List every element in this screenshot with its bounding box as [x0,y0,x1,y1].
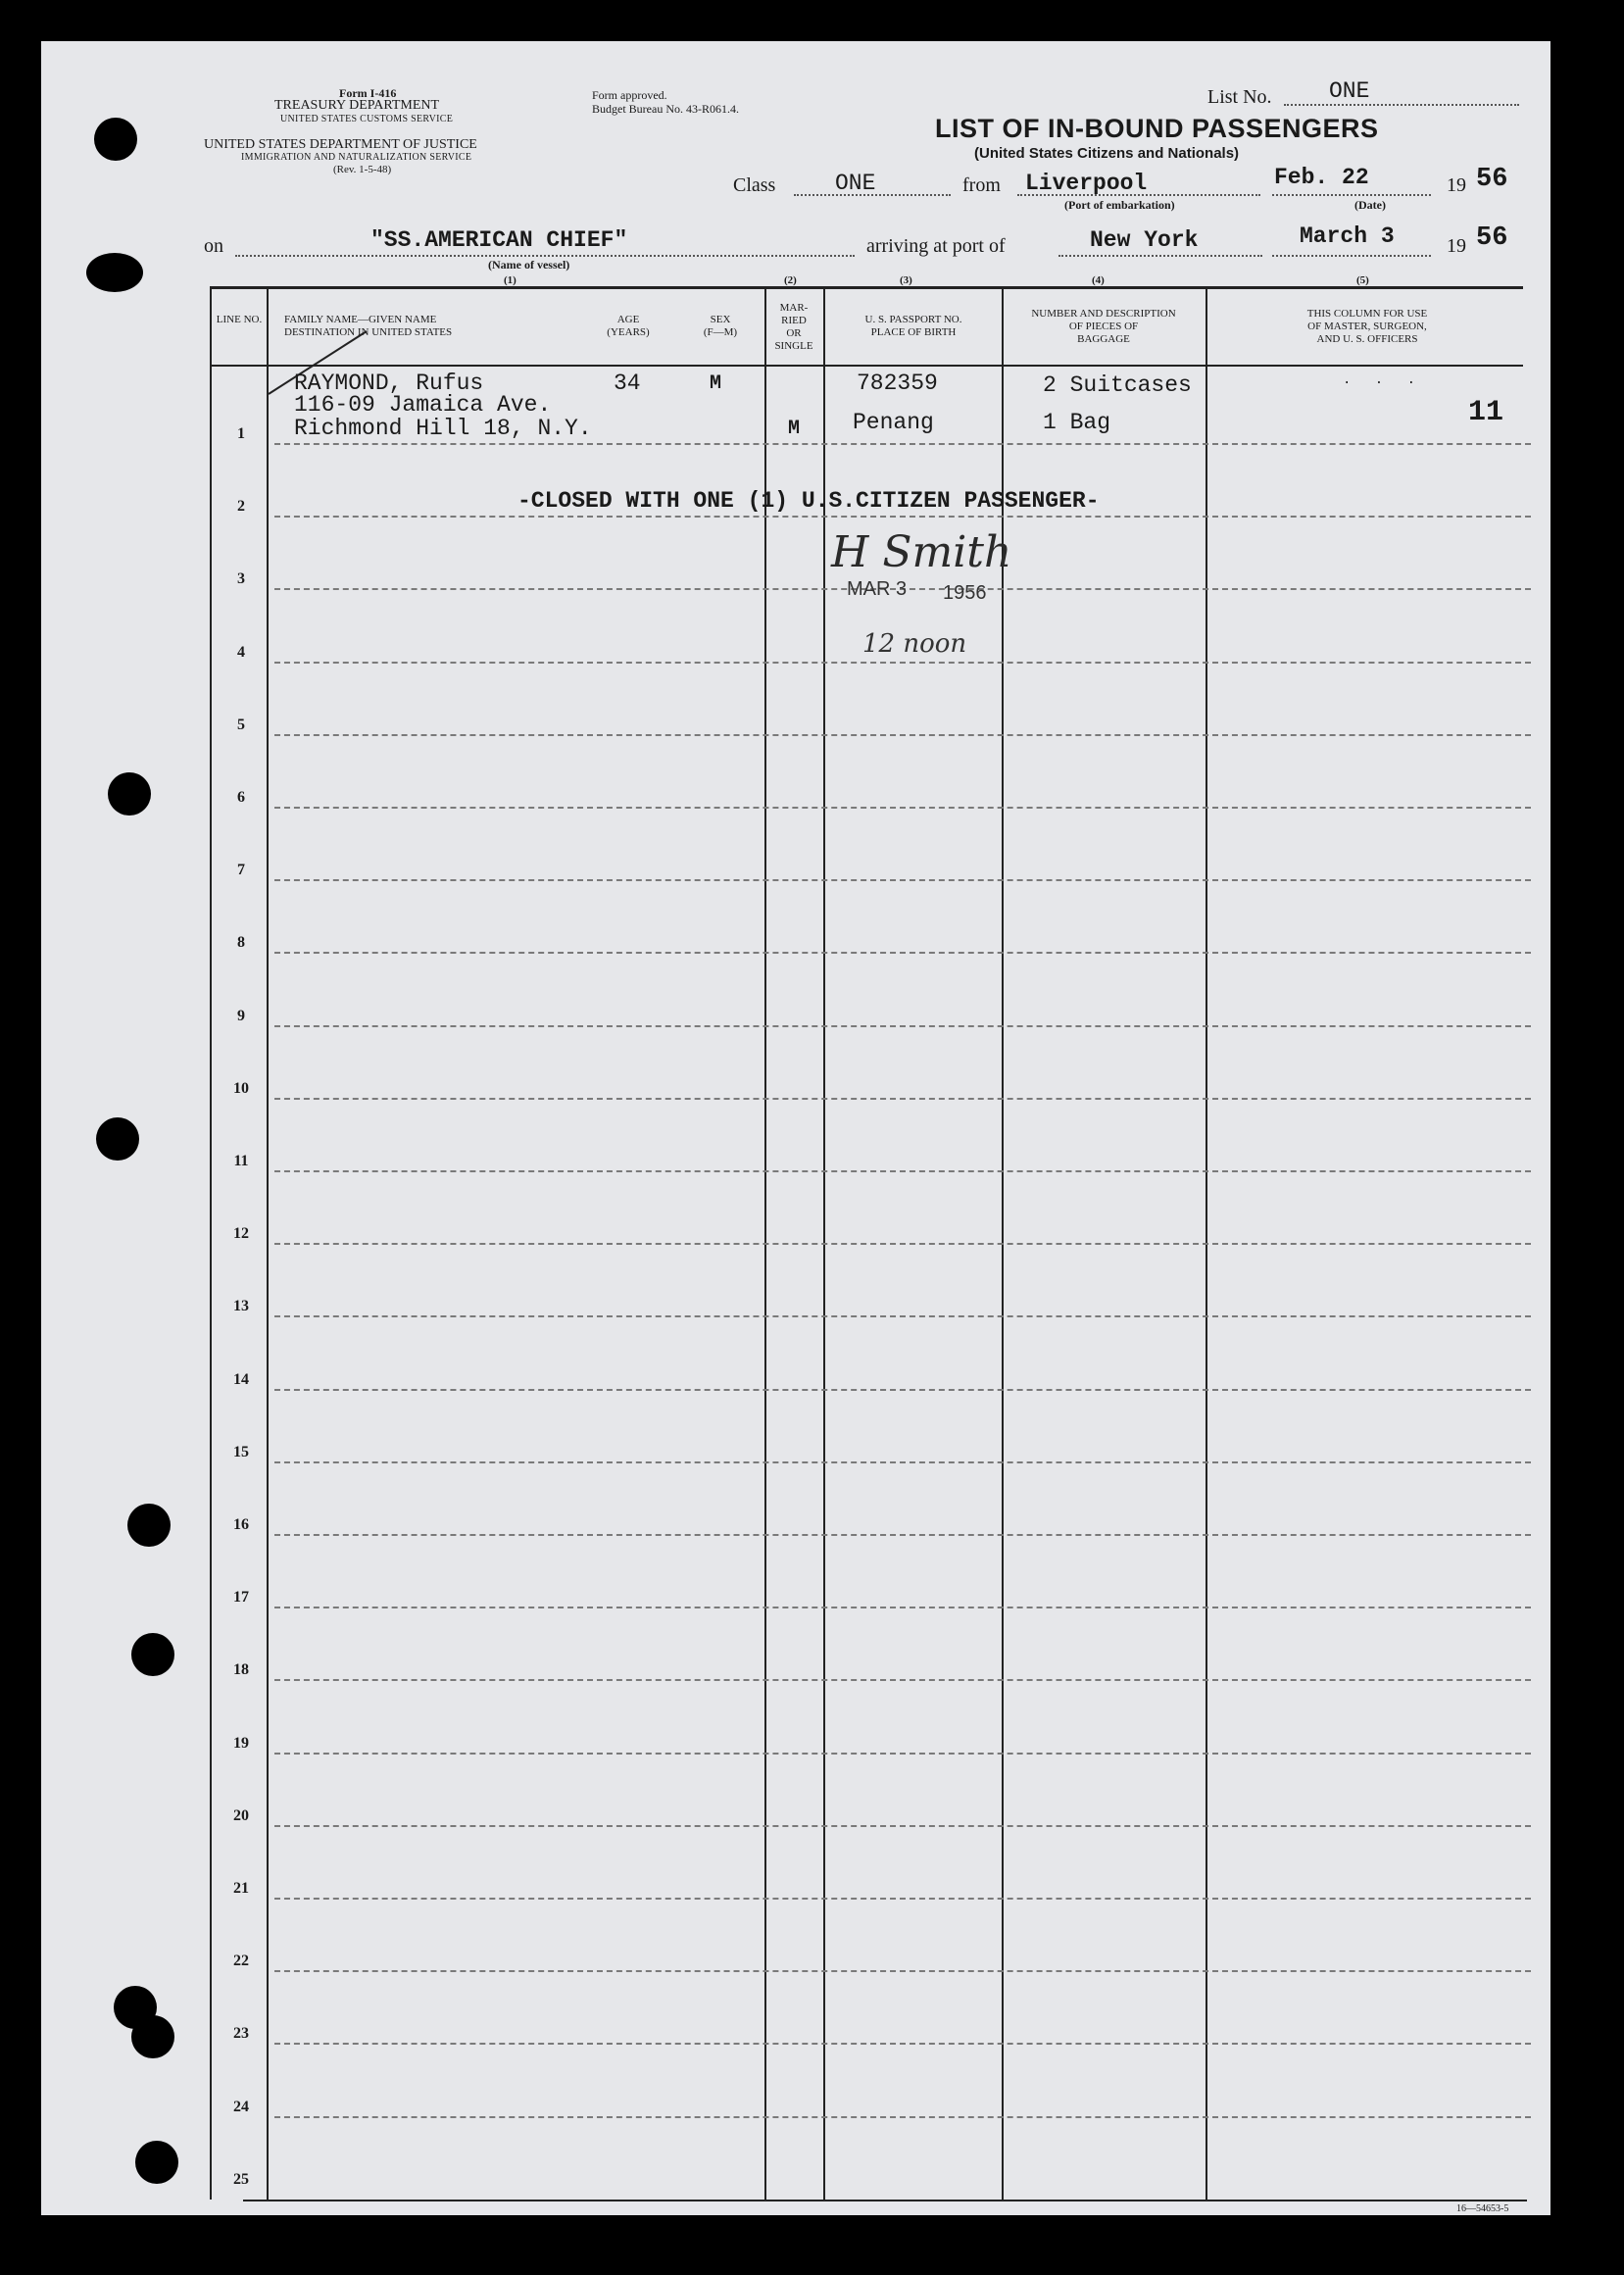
date-caption: (Date) [1354,198,1386,212]
line-number: 5 [237,716,245,733]
header-name: FAMILY NAME—GIVEN NAME [284,314,437,325]
arrival-port-line [1058,255,1262,257]
header-married [766,302,821,353]
passenger-address-1: 116-09 Jamaica Ave. [294,392,552,418]
col-num-5: (5) [1356,274,1369,286]
header-line-no-text: LINE NO. [216,314,263,325]
row-rule [274,952,1531,954]
line-number: 7 [237,862,245,879]
row-rule [274,662,1531,664]
class-label: Class [733,174,776,196]
row-rule [274,1170,1531,1172]
col-num-1: (1) [504,274,517,286]
year-prefix-2: 19 [1447,235,1466,257]
header-married-3: OR [786,327,802,339]
punch-hole [86,253,143,292]
line-number: 11 [233,1153,249,1169]
punch-hole [94,118,137,161]
header-age-2: (YEARS) [607,326,650,338]
header-passport-1: U. S. PASSPORT NO. [864,314,962,325]
arriving-label: arriving at port of [866,235,1006,257]
punch-hole [108,772,151,816]
header-destination: DESTINATION IN UNITED STATES [284,326,453,338]
header-baggage-2: OF PIECES OF [1068,321,1139,332]
year-prefix-1: 19 [1447,174,1466,196]
row-rule [274,1970,1531,1972]
date-value: Feb. 22 [1274,165,1369,190]
line-number: 15 [233,1443,249,1460]
header-officers-2: OF MASTER, SURGEON, [1307,321,1427,332]
line-number: 9 [237,1007,245,1024]
table-header-border [210,365,1523,367]
date-line [1272,194,1431,196]
line-number: 6 [237,789,245,806]
line-number: 4 [237,643,245,661]
from-label: from [962,174,1001,196]
on-label: on [204,235,223,257]
punch-hole [131,2015,174,2058]
line-number: 22 [233,1953,249,1970]
vessel-name: "SS.AMERICAN CHIEF" [370,227,628,253]
arrival-port: New York [1090,227,1199,253]
line-number: 18 [233,1661,249,1679]
line-number: 1 [237,425,245,442]
closing-statement: -CLOSED WITH ONE (1) U.S.CITIZEN PASSENGER- [517,488,1100,514]
passport-number: 782359 [857,371,938,396]
row-rule [274,1898,1531,1900]
form-subtitle: (United States Citizens and Nationals) [974,145,1240,162]
punch-hole [96,1117,139,1161]
header-married-2: RIED [781,315,807,326]
arrival-date: March 3 [1300,223,1395,249]
arrival-date-line [1272,255,1431,257]
col-num-4: (4) [1092,274,1105,286]
passenger-address-2: Richmond Hill 18, N.Y. [294,416,592,441]
year-2: 56 [1476,223,1508,253]
line-number: 13 [233,1298,249,1315]
table-left-border [210,286,212,2200]
punch-hole [127,1504,171,1547]
header-sex-2: (F—M) [703,326,738,338]
col-num-2: (2) [784,274,797,286]
row-rule [274,1607,1531,1608]
row-rule [274,807,1531,809]
row-rule [274,516,1531,518]
vessel-caption: (Name of vessel) [488,258,570,272]
line-number: 14 [233,1370,249,1388]
passenger-name: RAYMOND, Rufus [294,371,484,396]
officer-mark: 11 [1468,396,1504,429]
header-passport [829,314,998,339]
row-rule [274,1825,1531,1827]
header-baggage-3: BAGGAGE [1077,333,1130,345]
revision: (Rev. 1-5-48) [333,164,392,175]
vessel-line [235,255,855,257]
line-number: 17 [233,1589,249,1607]
list-no-label: List No. [1207,86,1272,108]
row-rule [274,1098,1531,1100]
table-top-border [210,286,1523,289]
justice-dept: UNITED STATES DEPARTMENT OF JUSTICE [204,137,477,152]
header-officers-3: AND U. S. OFFICERS [1316,333,1418,345]
line-number: 19 [233,1734,249,1752]
treasury-dept: TREASURY DEPARTMENT [274,98,440,113]
year-1: 56 [1476,165,1508,194]
passenger-age: 34 [614,371,641,396]
stamp-date: MAR 3 [847,578,908,600]
line-number: 8 [237,934,245,952]
officer-signature: H Smith [831,527,1012,577]
header-age-1: AGE [616,314,640,325]
passenger-sex: M [710,372,722,395]
row-rule [274,1315,1531,1317]
row-rule [274,1461,1531,1463]
header-sex-1: SEX [710,314,731,325]
form-number: Form I-416 [339,86,397,100]
row-rule [274,1025,1531,1027]
line-number: 20 [233,1806,249,1824]
line-number: 23 [233,2025,249,2043]
line-number: 3 [237,570,245,588]
header-officers [1225,308,1509,346]
line-no-divider [267,286,269,2200]
header-married-4: SINGLE [774,340,813,352]
row-rule [274,879,1531,881]
row-rule [274,2043,1531,2045]
header-age [594,314,663,339]
footer-code: 16—54653-5 [1456,2203,1509,2214]
line-number: 10 [233,1079,249,1097]
customs-service: UNITED STATES CUSTOMS SERVICE [280,114,454,124]
row-rule [274,1389,1531,1391]
line-number: 16 [233,1516,249,1533]
row-rule [274,1243,1531,1245]
form-title: LIST OF IN-BOUND PASSENGERS [935,114,1379,143]
line-number: 21 [233,1880,249,1897]
line-number: 25 [233,2170,249,2188]
header-married-1: MAR- [779,302,809,314]
header-line-no [214,314,265,326]
row-rule [274,734,1531,736]
officer-dots: . . . [1343,372,1424,388]
budget-bureau: Budget Bureau No. 43-R061.4. [592,102,739,116]
table-bottom-border [243,2200,1527,2201]
line-number: 12 [233,1225,249,1243]
ins-service: IMMIGRATION AND NATURALIZATION SERVICE [241,152,472,163]
row-rule [274,1534,1531,1536]
punch-hole [135,2141,178,2184]
stamp-time: 12 noon [862,629,967,659]
header-sex [686,314,755,339]
punch-hole [131,1633,174,1676]
port-embark-caption: (Port of embarkation) [1064,198,1175,212]
row-rule [274,1753,1531,1755]
baggage-suitcases: 2 Suitcases [1043,372,1192,398]
baggage-bag: 1 Bag [1043,410,1111,435]
class-value: ONE [835,171,876,196]
line-number: 2 [237,498,245,516]
row-rule [274,443,1531,445]
row-rule [274,1679,1531,1681]
row-rule [274,2116,1531,2118]
header-baggage-1: NUMBER AND DESCRIPTION [1031,308,1176,320]
stamp-year: 1956 [943,582,987,604]
form-approved: Form approved. [592,88,667,102]
col-num-3: (3) [900,274,912,286]
birthplace: Penang [853,410,934,435]
list-no-line [1284,104,1519,106]
header-passport-2: PLACE OF BIRTH [870,326,957,338]
list-no-value: ONE [1329,78,1370,104]
header-officers-1: THIS COLUMN FOR USE [1306,308,1428,320]
header-baggage [1006,308,1202,346]
line-number: 24 [233,2098,249,2115]
passenger-marital: M [788,418,801,440]
from-value: Liverpool [1025,171,1148,196]
